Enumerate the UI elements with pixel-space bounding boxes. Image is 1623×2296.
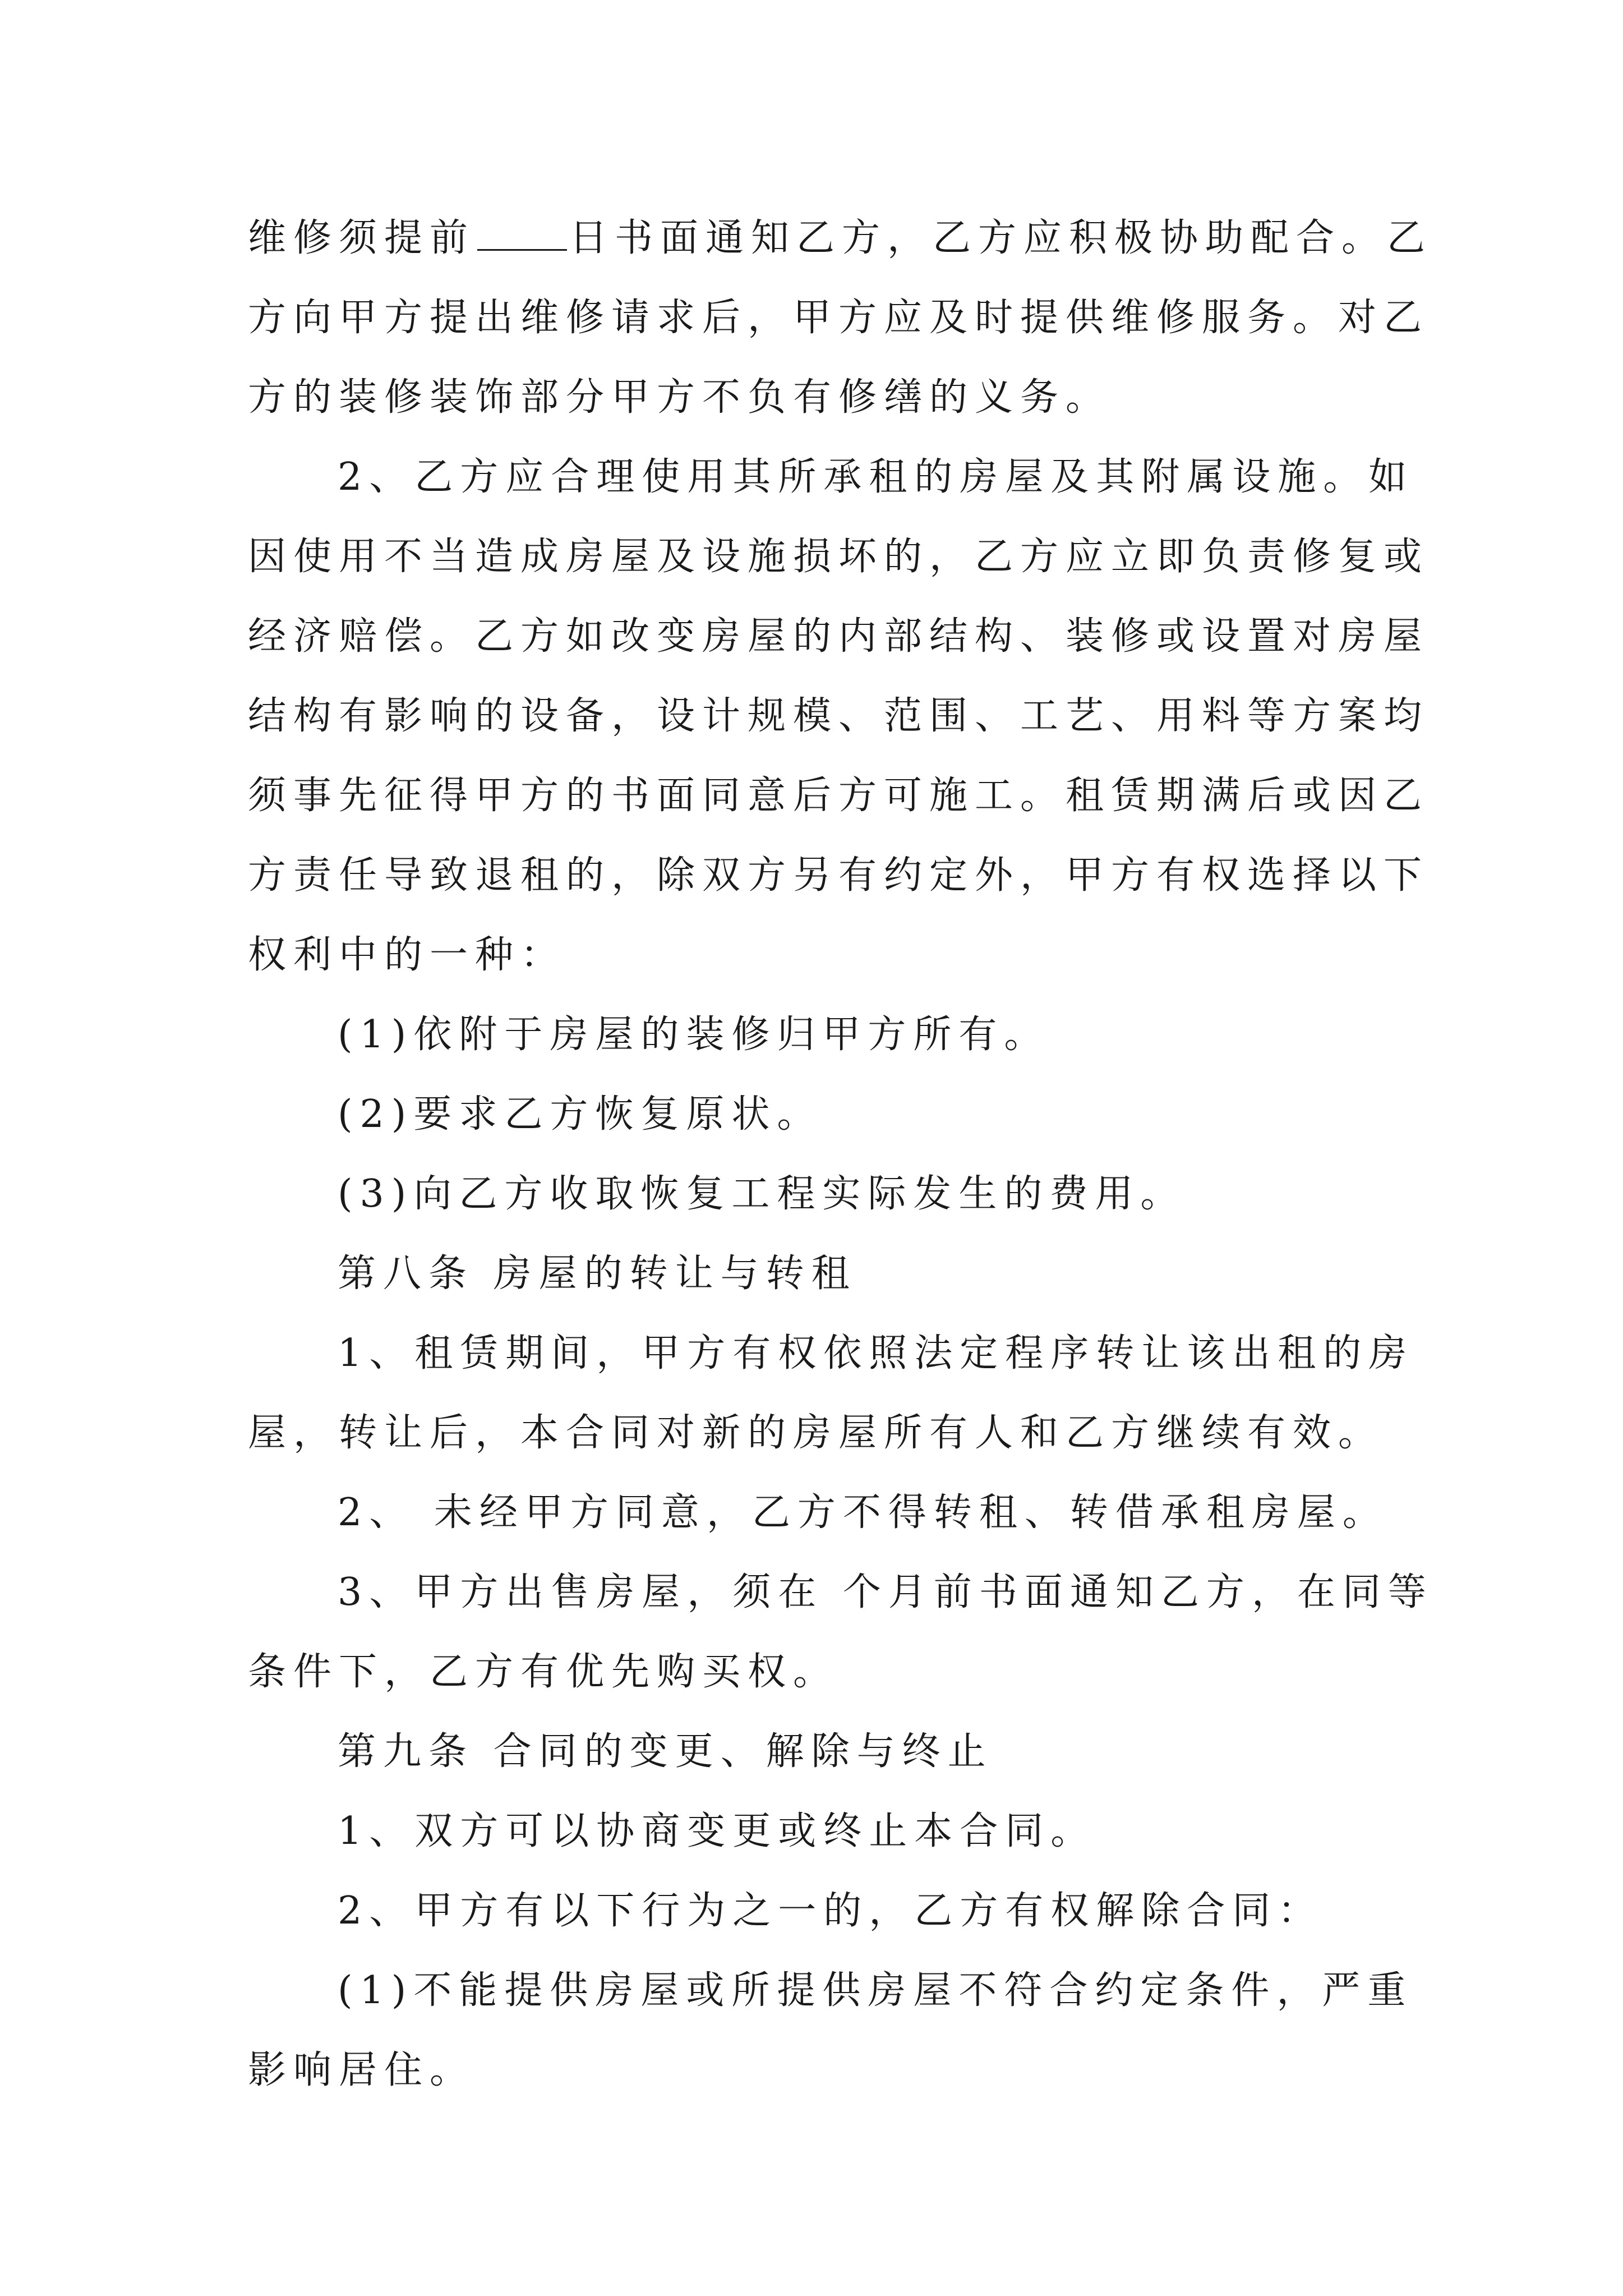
paragraph-line: 方的装修装饰部分甲方不负有修缮的义务。: [248, 375, 1112, 420]
list-item: (3)向乙方收取恢复工程实际发生的费用。: [338, 1172, 1186, 1216]
paragraph-line: 权利中的一种：: [248, 933, 566, 977]
paragraph-line: 方责任导致退租的，除双方另有约定外，甲方有权选择以下: [248, 853, 1430, 898]
paragraph-line: 条件下，乙方有优先购买权。: [248, 1650, 839, 1694]
paragraph-line: 1、双方可以协商变更或终止本合同。: [338, 1809, 1096, 1853]
paragraph-line: 2、甲方有以下行为之一的，乙方有权解除合同：: [338, 1889, 1324, 1933]
paragraph-line: 3、甲方出售房屋，须在 个月前书面通知乙方，在同等: [338, 1570, 1433, 1614]
article-heading: 第八条 房屋的转让与转租: [338, 1251, 857, 1296]
fill-in-blank: [477, 215, 567, 251]
list-item: 影响居住。: [248, 2048, 476, 2092]
text-fragment: 日书面通知乙方，乙方应积极协助配合。乙: [569, 216, 1433, 260]
list-item: (1)不能提供房屋或所提供房屋不符合约定条件，严重: [338, 1968, 1413, 2013]
paragraph-line: 方向甲方提出维修请求后，甲方应及时提供维修服务。对乙: [248, 296, 1430, 340]
paragraph-line: 2、 未经甲方同意，乙方不得转租、转借承租房屋。: [338, 1490, 1388, 1535]
paragraph-line: [248, 210, 1433, 266]
paragraph-line: 屋，转让后，本合同对新的房屋所有人和乙方继续有效。: [248, 1411, 1384, 1455]
paragraph-line: 结构有影响的设备，设计规模、范围、工艺、用料等方案均: [248, 694, 1430, 738]
article-heading: 第九条 合同的变更、解除与终止: [338, 1729, 993, 1774]
list-item: (2)要求乙方恢复原状。: [338, 1092, 823, 1137]
text-fragment: 维修须提前: [248, 216, 476, 260]
paragraph-line: 2、乙方应合理使用其所承租的房屋及其附属设施。如: [338, 455, 1414, 499]
list-item: (1)依附于房屋的装修归甲方所有。: [338, 1013, 1050, 1057]
paragraph-line: 须事先征得甲方的书面同意后方可施工。租赁期满后或因乙: [248, 774, 1430, 818]
paragraph-line: 经济赔偿。乙方如改变房屋的内部结构、装修或设置对房屋: [248, 614, 1430, 659]
paragraph-line: 因使用不当造成房屋及设施损坏的，乙方应立即负责修复或: [248, 535, 1430, 579]
paragraph-line: 1、租赁期间，甲方有权依照法定程序转让该出租的房: [338, 1331, 1414, 1375]
